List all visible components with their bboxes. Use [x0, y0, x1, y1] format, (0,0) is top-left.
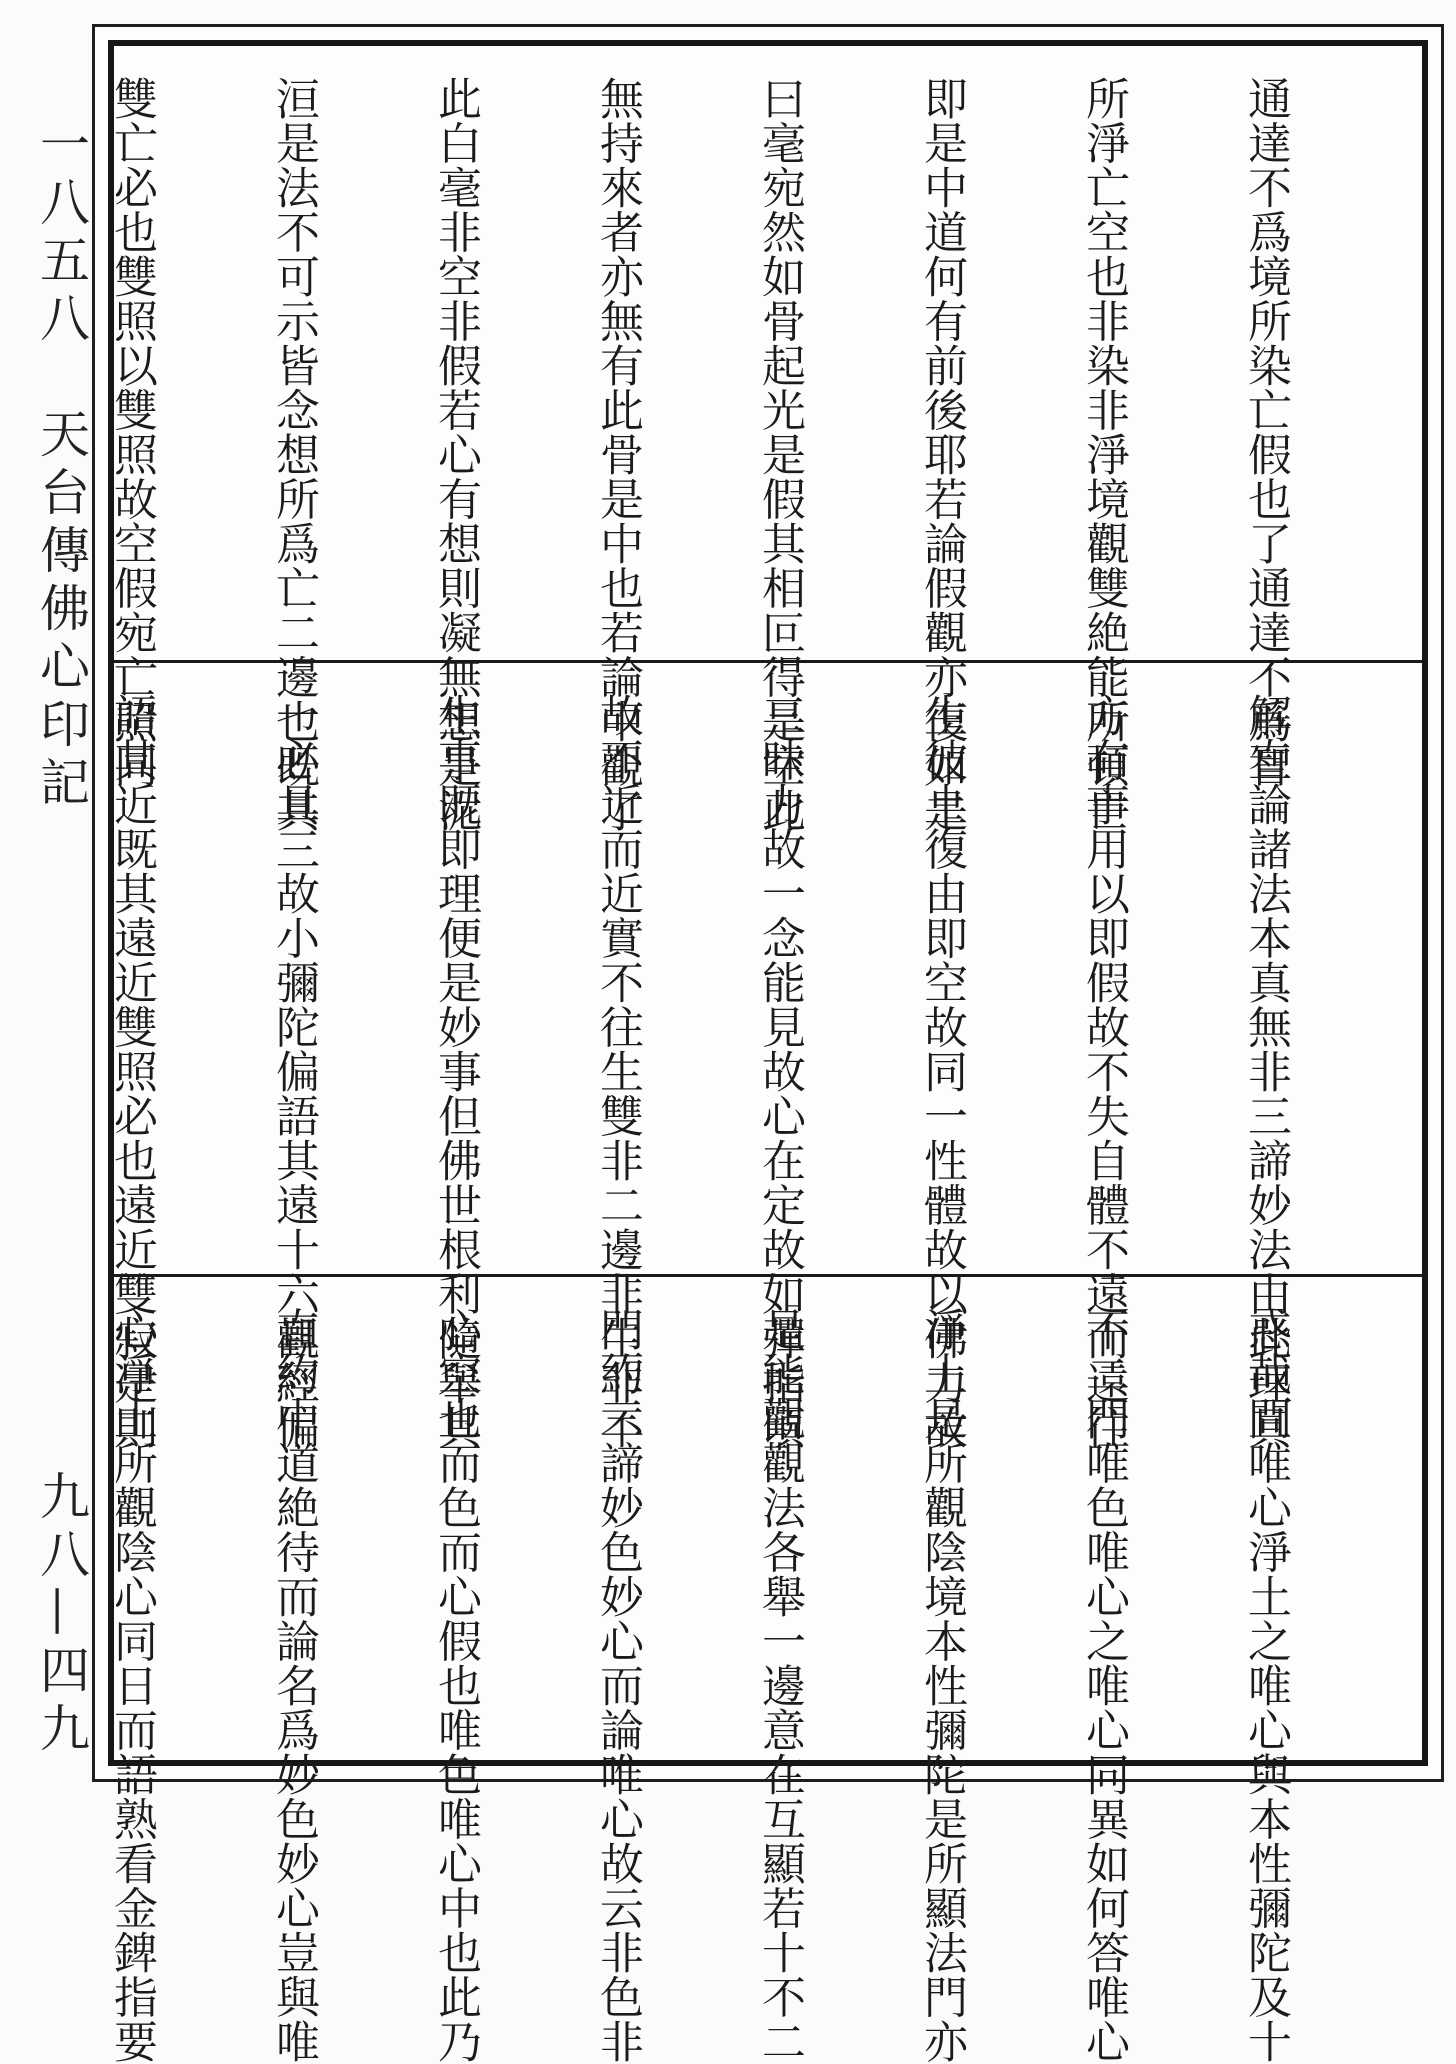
margin-page-number: 九八—四九 — [32, 1470, 90, 1760]
text-column: 語其近既其遠近雙照必也遠近雙寂是則 — [106, 693, 157, 1450]
text-column: 故不近而近實不往生雙非二邊非生非不 — [592, 693, 643, 1450]
page-inner-border — [106, 40, 1428, 2064]
text-column: 生事既即理便是妙事但佛世根利隨舉其 — [430, 693, 481, 1450]
text-column: 此白毫非空非假若心有想則凝無想是泥 — [430, 76, 481, 833]
text-column: 曰毫宛然如骨起光是假其相叵得是空此 — [754, 76, 805, 833]
text-block-1 — [0, 76, 1400, 833]
text-column: 無持來者亦無有此骨是中也若論中觀了 — [592, 76, 643, 833]
text-column: 所淨亡空也非染非淨境觀雙絶能所頓亡 — [1078, 76, 1129, 833]
page-frame — [92, 24, 1444, 2064]
text-column: 心空也而色而心假也唯色唯心中也此乃 — [430, 1307, 481, 2064]
text-panel-3 — [106, 1277, 1422, 2064]
text-column: 生彼土復由即空故同一性體故以佛力故 — [916, 693, 967, 1450]
text-column: 洹是法不可示皆念想所爲亡二邊也既其 — [268, 76, 319, 833]
text-block-2 — [0, 693, 1400, 1450]
text-panel-2 — [106, 663, 1422, 1450]
text-column: 三昧力故一念能見故心在定故如彈指頃 — [754, 693, 805, 1450]
text-column: 雙亡必也雙照以雙照故空假宛亡照同 — [106, 76, 157, 788]
text-column: 即是中道何有前後耶若論假觀亦復如是 — [916, 76, 967, 833]
text-column: 解直論諸法本真無非三諦妙法由此理具 — [1240, 693, 1291, 1450]
text-column: 方有事用以即假故不失自體不遠而遠往 — [1078, 693, 1129, 1450]
text-column: 門約三諦妙色妙心而論唯心故云非色非 — [592, 1307, 643, 2064]
text-column: 是能觀觀法各舉一邊意在互顯若十不二 — [754, 1307, 805, 2064]
text-panel-1 — [106, 46, 1422, 833]
margin-title: 一八五八 天台傳佛心印記 — [32, 118, 90, 814]
text-column: 不二門唯色唯心之唯心同異如何答唯心 — [1078, 1307, 1129, 2064]
text-column: 直約中道絶待而論名爲妙色妙心豈與唯 — [268, 1307, 319, 2064]
text-column: 淨土是所觀陰境本性彌陀是所顯法門亦 — [916, 1307, 967, 2064]
text-column: 心淨土所觀陰心同日而語熟看金錍指要 — [106, 1307, 157, 2064]
text-column: 惑哉問唯心淨土之唯心與本性彌陀及十 — [1240, 1307, 1291, 2064]
text-column: 通達不爲境所染亡假也了通達不爲智 — [1240, 76, 1291, 788]
text-column: 一必具三故小彌陀偏語其遠十六觀經偏 — [268, 693, 319, 1450]
text-block-3 — [0, 1307, 1400, 2064]
